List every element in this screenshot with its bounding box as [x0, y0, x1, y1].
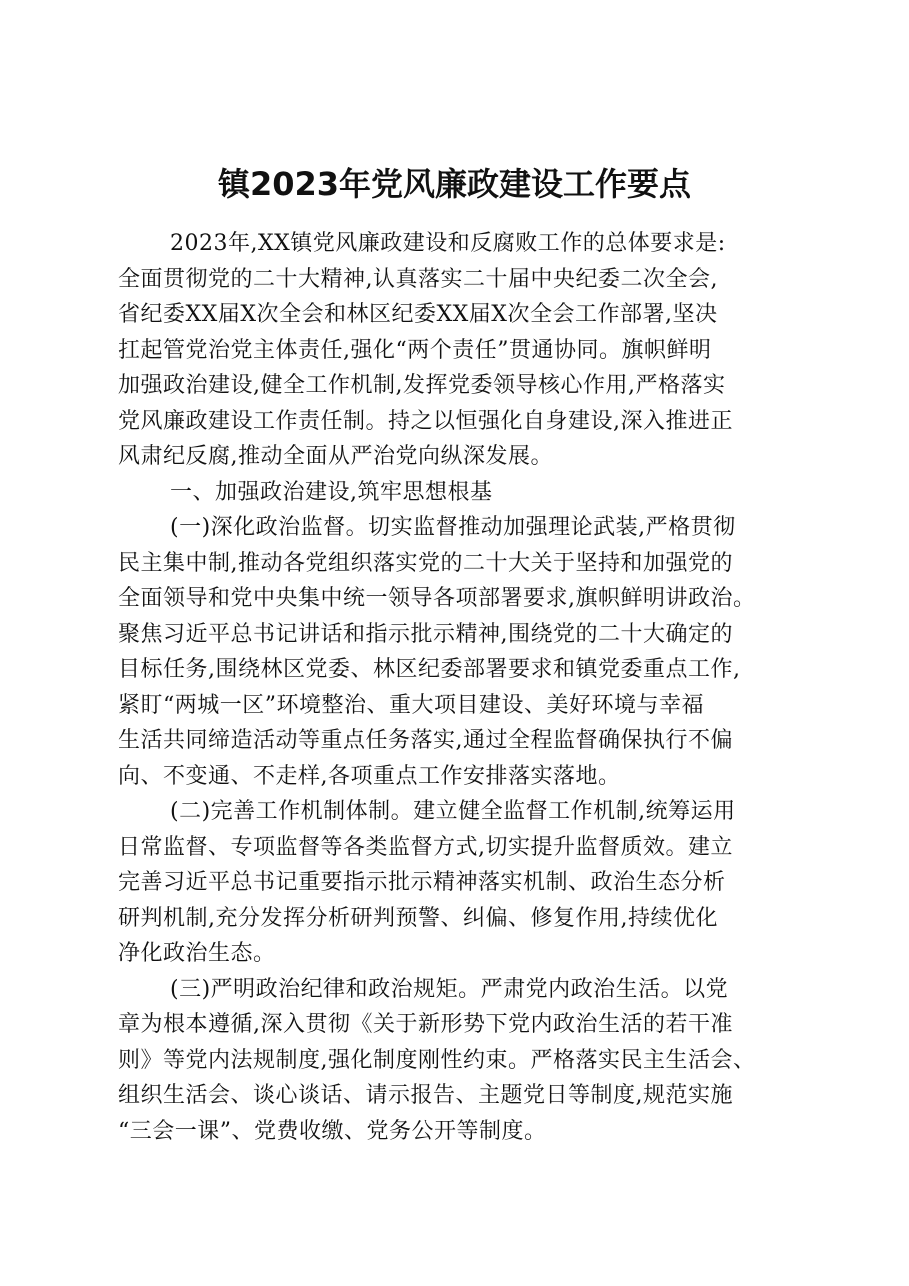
paragraph-line: 紧盯“两城一区”环境整治、重大项目建设、美好环境与幸福	[118, 692, 704, 718]
paragraph-line: (三)严明政治纪律和政治规矩。严肃党内政治生活。以党	[170, 976, 729, 1002]
paragraph-line: 2023年,XX镇党风廉政建设和反腐败工作的总体要求是:	[170, 231, 726, 256]
paragraph-line: 全面贯彻党的二十大精神,认真落实二十届中央纪委二次全会,	[118, 266, 718, 292]
paragraph-line: 加强政治建设,健全工作机制,发挥党委领导核心作用,严格落实	[118, 373, 726, 398]
paragraph-line: 党风廉政建设工作责任制。持之以恒强化自身建设,深入推进正	[118, 408, 733, 434]
paragraph-line: (二)完善工作机制体制。建立健全监督工作机制,统筹运用	[170, 799, 736, 824]
paragraph-line: 则》等党内法规制度,强化制度刚性约束。严格落实民主生活会、	[118, 1047, 756, 1073]
paragraph-line: 日常监督、专项监督等各类监督方式,切实提升监督质效。建立	[118, 834, 733, 860]
paragraph-line: 聚焦习近平总书记讲话和指示批示精神,围绕党的二十大确定的	[118, 621, 733, 647]
paragraph-line: 研判机制,充分发挥分析研判预警、纠偏、修复作用,持续优化	[118, 905, 718, 931]
paragraph-line: 扛起管党治党主体责任,强化“两个责任”贯通协同。旗帜鲜明	[118, 337, 712, 363]
paragraph-line: 省纪委XX届X次全会和林区纪委XX届X次全会工作部署,坚决	[118, 302, 718, 327]
paragraph-line: 章为根本遵循,深入贯彻《关于新形势下党内政治生活的若干准	[118, 1012, 733, 1037]
paragraph-line: 风肃纪反腐,推动全面从严治党向纵深发展。	[118, 444, 553, 469]
paragraph-line: (一)深化政治监督。切实监督推动加强理论武装,严格贯彻	[170, 515, 736, 540]
paragraph-line: 全面领导和党中央集中统一领导各项部署要求,旗帜鲜明讲政治。	[118, 586, 756, 611]
paragraph-line: 净化政治生态。	[118, 941, 276, 966]
paragraph-line: 生活共同缔造活动等重点任务落实,通过全程监督确保执行不偏	[118, 728, 733, 753]
section-heading: 一、加强政治建设,筑牢思想根基	[170, 479, 493, 505]
document-body	[118, 226, 802, 1149]
paragraph-line: 组织生活会、谈心谈话、请示报告、主题党日等制度,规范实施	[118, 1083, 733, 1108]
paragraph-line: “三会一课”、党费收缴、党务公开等制度。	[118, 1118, 547, 1144]
paragraph-line: 目标任务,围绕林区党委、林区纪委部署要求和镇党委重点工作,	[118, 657, 741, 682]
paragraph-line: 民主集中制,推动各党组织落实党的二十大关于坚持和加强党的	[118, 550, 733, 576]
document-title: 镇2023年党风廉政建设工作要点	[217, 165, 692, 203]
paragraph-line: 向、不变通、不走样,各项重点工作安排落实落地。	[118, 763, 621, 789]
paragraph-line: 完善习近平总书记重要指示批示精神落实机制、政治生态分析	[118, 870, 726, 895]
